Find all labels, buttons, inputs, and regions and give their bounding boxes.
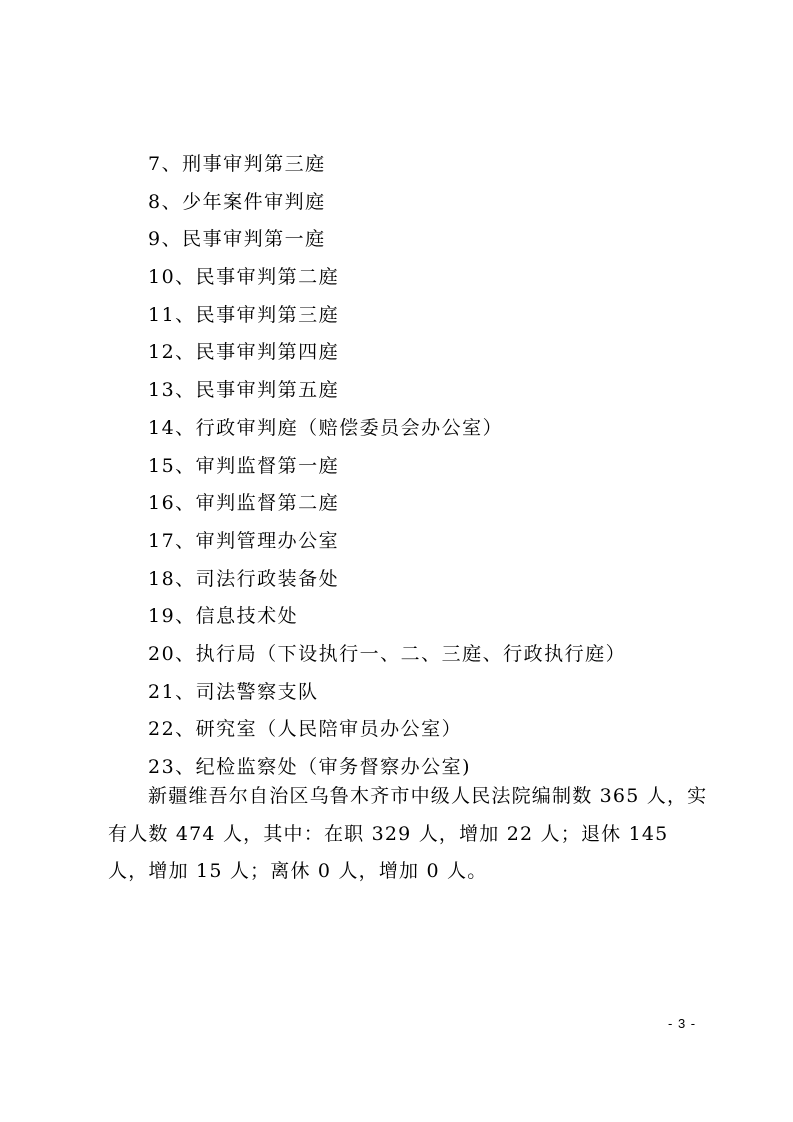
list-item: 16、审判监督第二庭 xyxy=(148,492,340,515)
list-item: 9、民事审判第一庭 xyxy=(148,228,326,251)
list-item: 10、民事审判第二庭 xyxy=(148,266,340,289)
list-item: 20、执行局（下设执行一、二、三庭、行政执行庭） xyxy=(148,642,627,665)
list-item: 19、信息技术处 xyxy=(148,605,299,628)
list-item: 22、研究室（人民陪审员办公室） xyxy=(148,718,463,741)
page-number: - 3 - xyxy=(668,1016,697,1031)
list-item: 7、刑事审判第三庭 xyxy=(148,153,326,175)
staffing-paragraph: 新疆维吾尔自治区乌鲁木齐市中级人民法院编制数 365 人，实有人数 474 人，其中：在职 329 人，增加 22 人；退休 145 人，增加 15 人；离休 0 人，增加 0 人。 xyxy=(108,785,708,882)
list-item: 23、纪检监察处（审务督察办公室) xyxy=(148,756,472,778)
list-item: 13、民事审判第五庭 xyxy=(148,379,340,402)
list-item: 15、审判监督第一庭 xyxy=(148,454,340,477)
list-item: 21、司法警察支队 xyxy=(148,680,319,703)
list-item: 12、民事审判第四庭 xyxy=(148,341,340,364)
list-item: 11、民事审判第三庭 xyxy=(148,303,340,326)
list-item: 14、行政审判庭（赔偿委员会办公室） xyxy=(148,416,504,439)
list-item: 17、审判管理办公室 xyxy=(148,529,340,552)
list-item: 18、司法行政装备处 xyxy=(148,567,340,590)
department-list xyxy=(148,146,626,787)
list-item: 8、少年案件审判庭 xyxy=(148,190,326,213)
